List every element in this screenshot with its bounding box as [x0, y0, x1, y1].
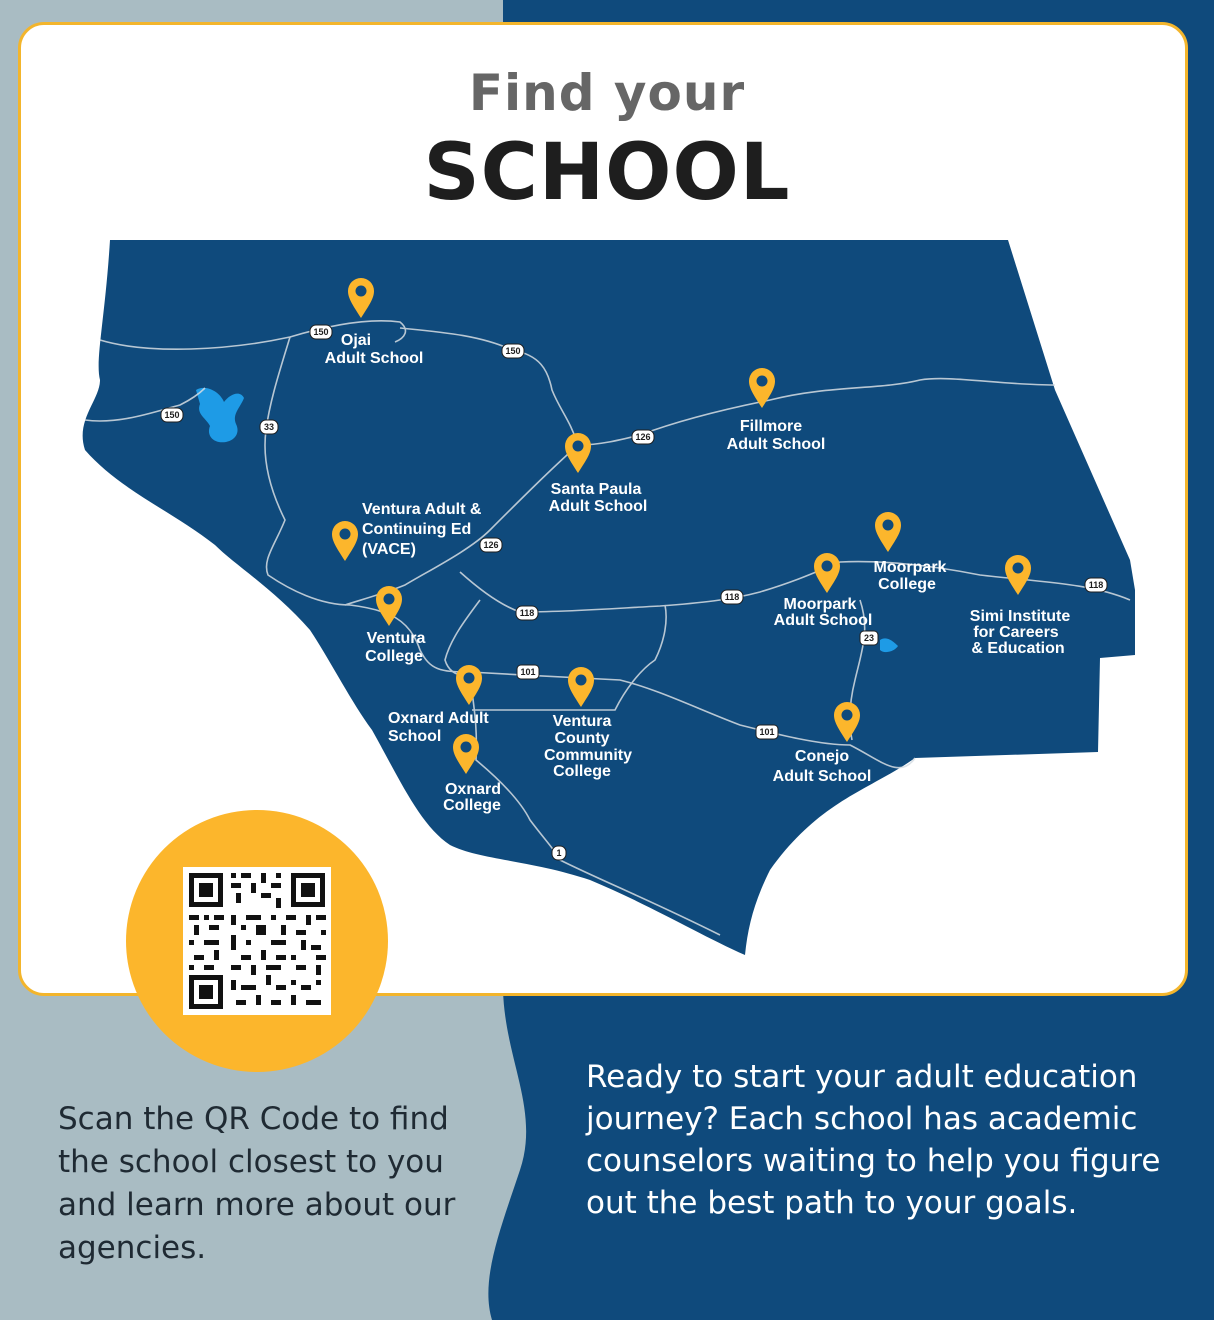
- svg-text:OjaiAdult School: Ojai Adult School: [324, 332, 424, 367]
- svg-text:118: 118: [519, 608, 535, 618]
- svg-text:150: 150: [505, 346, 521, 356]
- svg-text:150: 150: [164, 410, 180, 420]
- svg-text:Santa PaulaAdult School: Santa Paula Adult School: [548, 481, 648, 515]
- svg-text:118: 118: [1088, 580, 1104, 590]
- hwy-shield: [480, 538, 502, 552]
- hwy-shield: [310, 325, 332, 339]
- svg-text:VenturaCountyCommunityCollege: Ventura County Community College: [544, 713, 632, 780]
- svg-text:OxnardCollege: Oxnard College: [443, 781, 502, 814]
- svg-text:MoorparkAdult School: Moorpark Adult School: [773, 596, 873, 629]
- svg-text:33: 33: [263, 422, 275, 432]
- svg-text:1: 1: [556, 848, 562, 858]
- svg-text:MoorparkCollege: Moorpark College: [873, 559, 947, 593]
- journey-text: Ready to start your adult education journey? Each school has academic counselors waiting to help you figure out the best path to your goals.: [586, 1059, 1161, 1221]
- svg-text:118: 118: [724, 592, 740, 602]
- hwy-shield: [502, 344, 524, 358]
- svg-text:Ventura Adult &Continuing Ed(V: Ventura Adult & Continuing Ed (VACE): [362, 501, 482, 558]
- hwy-shield: [632, 430, 654, 444]
- heading-school: SCHOOL: [423, 128, 791, 218]
- svg-text:VenturaCollege: Ventura College: [365, 630, 426, 665]
- svg-text:101: 101: [520, 667, 536, 677]
- hwy-shield: [516, 606, 538, 620]
- qr-instructions: Scan the QR Code to find the school closest to you and learn more about our agencies.: [58, 1101, 456, 1266]
- svg-text:150: 150: [313, 327, 329, 337]
- svg-text:ConejoAdult School: Conejo Adult School: [772, 748, 872, 785]
- qr-code[interactable]: [183, 867, 331, 1015]
- hwy-shield: [1085, 578, 1107, 592]
- qr-code-icon: [183, 867, 331, 1015]
- hwy-shield: [860, 631, 878, 645]
- hwy-shield: [161, 408, 183, 422]
- hwy-shield: [260, 420, 278, 434]
- hwy-shield: [517, 665, 539, 679]
- svg-text:126: 126: [483, 540, 499, 550]
- heading-find-your: Find your: [468, 64, 746, 122]
- svg-text:23: 23: [863, 633, 875, 643]
- svg-text:126: 126: [635, 432, 651, 442]
- hwy-shield: [721, 590, 743, 604]
- svg-text:101: 101: [759, 727, 775, 737]
- svg-text:Oxnard AdultSchool: Oxnard Adult School: [388, 710, 489, 745]
- hwy-shield: [756, 725, 778, 739]
- svg-text:FillmoreAdult School: Fillmore Adult School: [726, 418, 826, 453]
- svg-text:Simi Institutefor Careers& Edu: Simi Institute for Careers & Education: [969, 608, 1071, 657]
- hwy-shield: [552, 846, 566, 860]
